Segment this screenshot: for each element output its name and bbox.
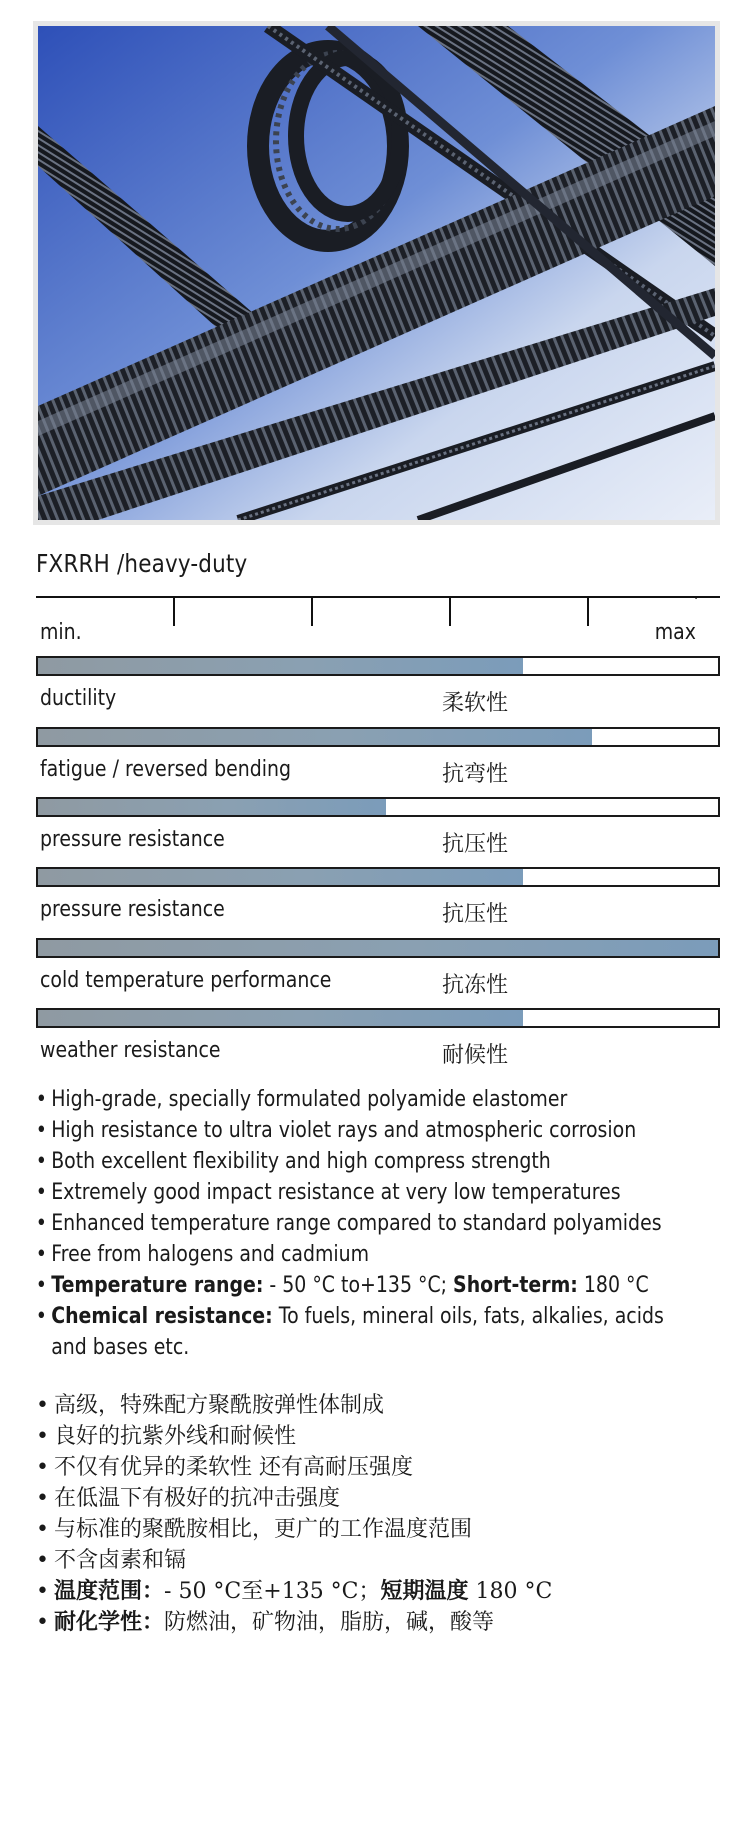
features-list-en <box>34 1084 750 1363</box>
rating-bar-fill <box>38 658 523 674</box>
property-fatigue <box>36 727 720 797</box>
feature-item: • 不仅有优异的柔软性 还有高耐压强度 <box>34 1452 552 1483</box>
rating-bar <box>36 938 720 958</box>
short-term-label: 短期温度 <box>380 1578 469 1604</box>
property-label-en: pressure resistance <box>40 897 225 922</box>
feature-item: • Both excellent flexibility and high compress strength <box>34 1146 705 1177</box>
rating-bar-fill <box>38 799 386 815</box>
property-pressure-2 <box>36 867 720 937</box>
chemical-value: 防燃油，矿物油，脂肪，碱，酸等 <box>164 1610 495 1635</box>
scale-min-label: min. <box>40 620 82 645</box>
property-label-cn: 抗压性 <box>442 902 509 927</box>
features-list-cn <box>34 1390 552 1638</box>
feature-item-chemical <box>34 1607 552 1638</box>
feature-item: • 在低温下有极好的抗冲击强度 <box>34 1483 552 1514</box>
rating-bar <box>36 1008 720 1028</box>
product-photo <box>38 26 715 520</box>
feature-item: • High-grade, specially formulated polyamide elastomer <box>34 1084 705 1115</box>
feature-item: • Free from halogens and cadmium <box>34 1239 705 1270</box>
scale-dot: . <box>694 586 698 602</box>
feature-item: • Extremely good impact resistance at very low temperatures <box>34 1177 705 1208</box>
feature-item: • Enhanced temperature range compared to standard polyamides <box>34 1208 705 1239</box>
feature-item: • 与标准的聚酰胺相比，更广的工作温度范围 <box>34 1514 552 1545</box>
chemical-value-cont: and bases etc. <box>51 1335 190 1360</box>
chemical-value: To fuels, mineral oils, fats, alkalies, acids <box>272 1304 664 1329</box>
property-label-en: weather resistance <box>40 1038 221 1063</box>
rating-bar-fill <box>38 940 718 956</box>
rating-bar-fill <box>38 869 523 885</box>
rating-bar-fill <box>38 729 592 745</box>
short-term-value: 180 °C <box>468 1579 553 1604</box>
property-label-cn: 耐候性 <box>442 1043 509 1068</box>
scale-tick <box>587 596 589 626</box>
property-label-en: fatigue / reversed bending <box>40 757 292 782</box>
property-weather <box>36 1008 720 1078</box>
property-label-en: ductility <box>40 686 117 711</box>
feature-item: • High resistance to ultra violet rays and atmospheric corrosion <box>34 1115 705 1146</box>
rating-bar <box>36 727 720 747</box>
temperature-value: - 50 °C to+135 °C; <box>263 1273 454 1298</box>
chemical-label: Chemical resistance: <box>51 1304 273 1329</box>
property-cold-temperature <box>36 938 720 1008</box>
property-ductility <box>36 656 720 726</box>
property-pressure-1 <box>36 797 720 867</box>
product-title: FXRRH /heavy-duty <box>36 549 248 578</box>
feature-item: • 高级，特殊配方聚酰胺弹性体制成 <box>34 1390 552 1421</box>
scale-tick <box>173 596 175 626</box>
property-label-cn: 抗弯性 <box>442 762 509 787</box>
property-label-cn: 抗冻性 <box>442 973 509 998</box>
feature-item-temperature <box>34 1576 552 1607</box>
rating-scale <box>36 586 720 646</box>
chemical-label: 耐化学性： <box>54 1609 165 1635</box>
scale-tick <box>449 596 451 626</box>
feature-item-chemical <box>34 1301 705 1363</box>
temperature-value: - 50 °C至+135 °C； <box>164 1579 381 1604</box>
property-label-en: cold temperature performance <box>40 968 332 993</box>
short-term-value: 180 °C <box>577 1273 649 1298</box>
rating-bar <box>36 867 720 887</box>
feature-item: • 不含卤素和镉 <box>34 1545 552 1576</box>
rating-bar <box>36 656 720 676</box>
property-label-en: pressure resistance <box>40 827 225 852</box>
property-label-cn: 柔软性 <box>442 691 509 716</box>
temperature-label: Temperature range: <box>51 1273 264 1298</box>
scale-axis <box>36 596 720 598</box>
scale-max-label: max <box>654 620 696 645</box>
temperature-label: 温度范围： <box>54 1578 165 1604</box>
short-term-label: Short-term: <box>453 1273 578 1298</box>
feature-item-temperature <box>34 1270 705 1301</box>
rating-bar-fill <box>38 1010 523 1026</box>
rating-bar <box>36 797 720 817</box>
scale-tick <box>311 596 313 626</box>
feature-item: • 良好的抗紫外线和耐候性 <box>34 1421 552 1452</box>
property-label-cn: 抗压性 <box>442 832 509 857</box>
product-photo-frame <box>33 21 720 525</box>
